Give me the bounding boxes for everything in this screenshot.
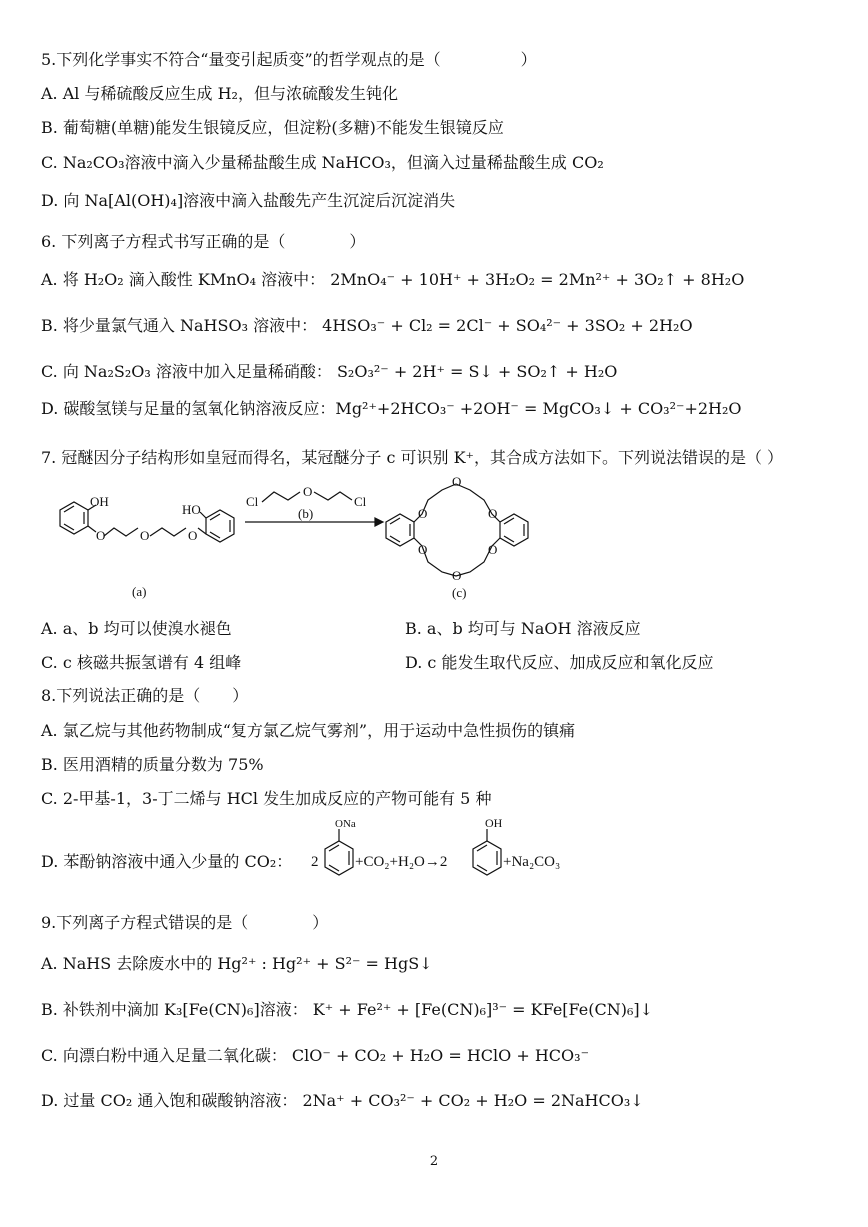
label-oh: OH <box>485 816 503 830</box>
q7-stem: 7. 冠醚因分子结构形如皇冠而得名，某冠醚分子 c 可识别 K⁺，其合成方法如下。下列说法错误的是（ ） <box>41 448 784 467</box>
label-o-b: O <box>303 484 313 499</box>
q8-option-a: A. 氯乙烷与其他药物制成“复方氯乙烷气雾剂”，用于运动中急性损伤的镇痛 <box>41 721 576 740</box>
q8-option-d-prefix: D. 苯酚钠溶液中通入少量的 CO₂： <box>41 852 293 871</box>
q9-option-b: B. 补铁剂中滴加 K₃[Fe(CN)₆]溶液： K⁺ + Fe²⁺ + [Fe(CN)₆]³⁻ = KFe[Fe(CN)₆]↓ <box>41 1000 654 1019</box>
label-reactants: +CO₂+H₂O→2 <box>355 854 448 870</box>
q5-option-b: B. 葡萄糖(单糖)能发生银镜反应，但淀粉(多糖)不能发生银镜反应 <box>41 118 504 137</box>
q9-stem: 9.下列离子方程式错误的是（ ） <box>41 913 329 932</box>
page-number: 2 <box>429 1154 439 1169</box>
label-o-c3: O <box>488 506 498 521</box>
q6-option-c: C. 向 Na₂S₂O₃ 溶液中加入足量稀硝酸： S₂O₃²⁻ + 2H⁺ = S↓ + SO₂↑ + H₂O <box>41 362 618 381</box>
label-o-c5: O <box>452 568 462 583</box>
label-cl-left: Cl <box>246 494 259 509</box>
q7-option-a: A. a、b 均可以使溴水褪色 <box>41 619 232 638</box>
q5-stem: 5.下列化学事实不符合“量变引起质变”的哲学观点的是（ ） <box>41 50 537 69</box>
q6-option-d: D. 碳酸氢镁与足量的氢氧化钠溶液反应：Mg²⁺+2HCO₃⁻ +2OH⁻ = MgCO₃↓ + CO₃²⁻+2H₂O <box>41 399 742 418</box>
q8-option-b: B. 医用酒精的质量分数为 75% <box>41 755 264 774</box>
label-b: (b) <box>298 506 314 521</box>
q9-option-d: D. 过量 CO₂ 通入饱和碳酸钠溶液： 2Na⁺ + CO₃²⁻ + CO₂ + H₂O = 2NaHCO₃↓ <box>41 1091 644 1110</box>
q6-stem: 6. 下列离子方程式书写正确的是（ ） <box>41 232 366 251</box>
crown-ether-synthesis-diagram <box>30 470 570 605</box>
q5-option-d: D. 向 Na[Al(OH)₄]溶液中滴入盐酸先产生沉淀后沉淀消失 <box>41 191 456 210</box>
label-o-c1: O <box>418 506 428 521</box>
q8-stem: 8.下列说法正确的是（ ） <box>41 686 249 705</box>
label-ona: ONa <box>335 818 356 830</box>
label-o-a1: O <box>96 528 106 543</box>
q7-option-d: D. c 能发生取代反应、加成反应和氧化反应 <box>405 653 714 672</box>
q5-option-c: C. Na₂CO₃溶液中滴入少量稀盐酸生成 NaHCO₃，但滴入过量稀盐酸生成 CO₂ <box>41 153 604 172</box>
q8-option-c: C. 2-甲基-1，3-丁二烯与 HCl 发生加成反应的产物可能有 5 种 <box>41 789 492 808</box>
label-o-a3: O <box>188 528 198 543</box>
q5-option-a: A. Al 与稀硫酸反应生成 H₂，但与浓硫酸发生钝化 <box>41 84 398 103</box>
label-o-c6: O <box>488 542 498 557</box>
label-coef-2: 2 <box>311 854 319 870</box>
label-o-c2: O <box>452 474 462 489</box>
label-o-c4: O <box>418 542 428 557</box>
label-oh-left: OH <box>90 494 109 509</box>
q6-option-a: A. 将 H₂O₂ 滴入酸性 KMnO₄ 溶液中： 2MnO₄⁻ + 10H⁺ + 3H₂O₂ = 2Mn²⁺ + 3O₂↑ + 8H₂O <box>41 270 745 289</box>
label-a: (a) <box>132 584 147 599</box>
label-cl-right: Cl <box>354 494 367 509</box>
label-ho-right: HO <box>182 502 201 517</box>
q6-option-b: B. 将少量氯气通入 NaHSO₃ 溶液中： 4HSO₃⁻ + Cl₂ = 2Cl⁻ + SO₄²⁻ + 3SO₂ + 2H₂O <box>41 316 693 335</box>
phenoxide-reaction-diagram <box>305 815 605 890</box>
q7-option-b: B. a、b 均可与 NaOH 溶液反应 <box>405 619 641 638</box>
q7-option-c: C. c 核磁共振氢谱有 4 组峰 <box>41 653 242 672</box>
label-o-a2: O <box>140 528 150 543</box>
q9-option-c: C. 向漂白粉中通入足量二氧化碳： ClO⁻ + CO₂ + H₂O = HClO + HCO₃⁻ <box>41 1046 590 1065</box>
q9-option-a: A. NaHS 去除废水中的 Hg²⁺ : Hg²⁺ + S²⁻ = HgS↓ <box>41 954 433 973</box>
label-c: (c) <box>452 585 467 600</box>
label-products: +Na₂CO₃ <box>503 854 561 870</box>
